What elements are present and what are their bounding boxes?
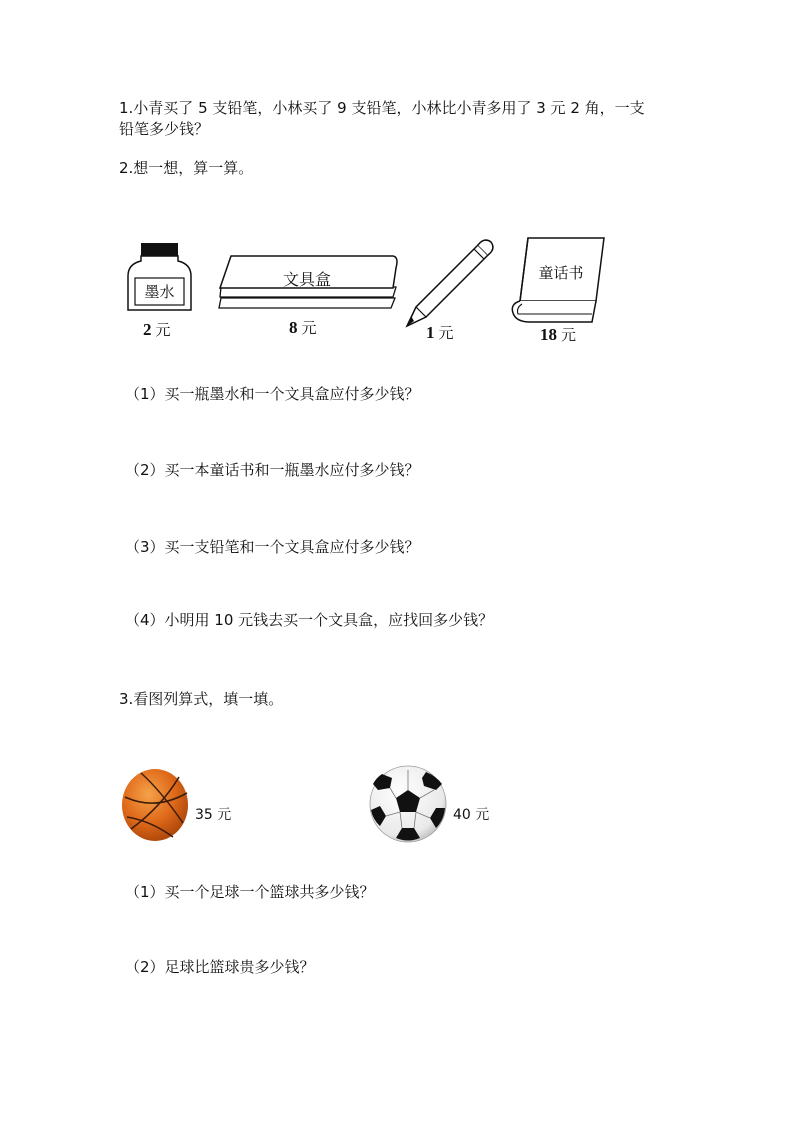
ink-bottle-icon xyxy=(125,242,195,314)
question-2-sub-4: （4）小明用 10 元钱去买一个文具盒，应找回多少钱？ xyxy=(125,611,494,629)
pencil-icon xyxy=(404,237,496,329)
pencil-case-icon xyxy=(217,252,399,312)
question-2-sub-2: （2）买一本童话书和一瓶墨水应付多少钱？ xyxy=(125,461,420,479)
question-1-line-1: 1.小青买了 5 支铅笔，小林买了 9 支铅笔，小林比小青多用了 3 元 2 角，一支 xyxy=(119,99,645,117)
question-2-title: 2.想一想，算一算。 xyxy=(119,159,254,177)
pencil-price: 1 元 xyxy=(426,323,454,342)
question-2-sub-1: （1）买一瓶墨水和一个文具盒应付多少钱？ xyxy=(125,385,420,403)
ink-price: 2 元 xyxy=(143,320,171,339)
question-3-sub-1: （1）买一个足球一个篮球共多少钱？ xyxy=(125,883,375,901)
ink-bottle-label: 墨水 xyxy=(144,283,175,301)
question-3-sub-2: （2）足球比篮球贵多少钱？ xyxy=(125,958,315,976)
pencil-case-label: 文具盒 xyxy=(282,270,332,289)
soccer-ball-icon xyxy=(368,764,448,844)
basketball-price: 35 元 xyxy=(195,807,232,823)
book-icon xyxy=(508,236,606,326)
pencil-case-price: 8 元 xyxy=(289,318,317,337)
question-1-line-2: 铅笔多少钱？ xyxy=(119,120,210,138)
soccer-ball-price: 40 元 xyxy=(453,807,490,823)
basketball-icon xyxy=(121,767,191,843)
book-price: 18 元 xyxy=(540,325,577,344)
question-2-sub-3: （3）买一支铅笔和一个文具盒应付多少钱？ xyxy=(125,538,420,556)
question-3-title: 3.看图列算式，填一填。 xyxy=(119,690,284,708)
book-label: 童话书 xyxy=(538,264,584,282)
